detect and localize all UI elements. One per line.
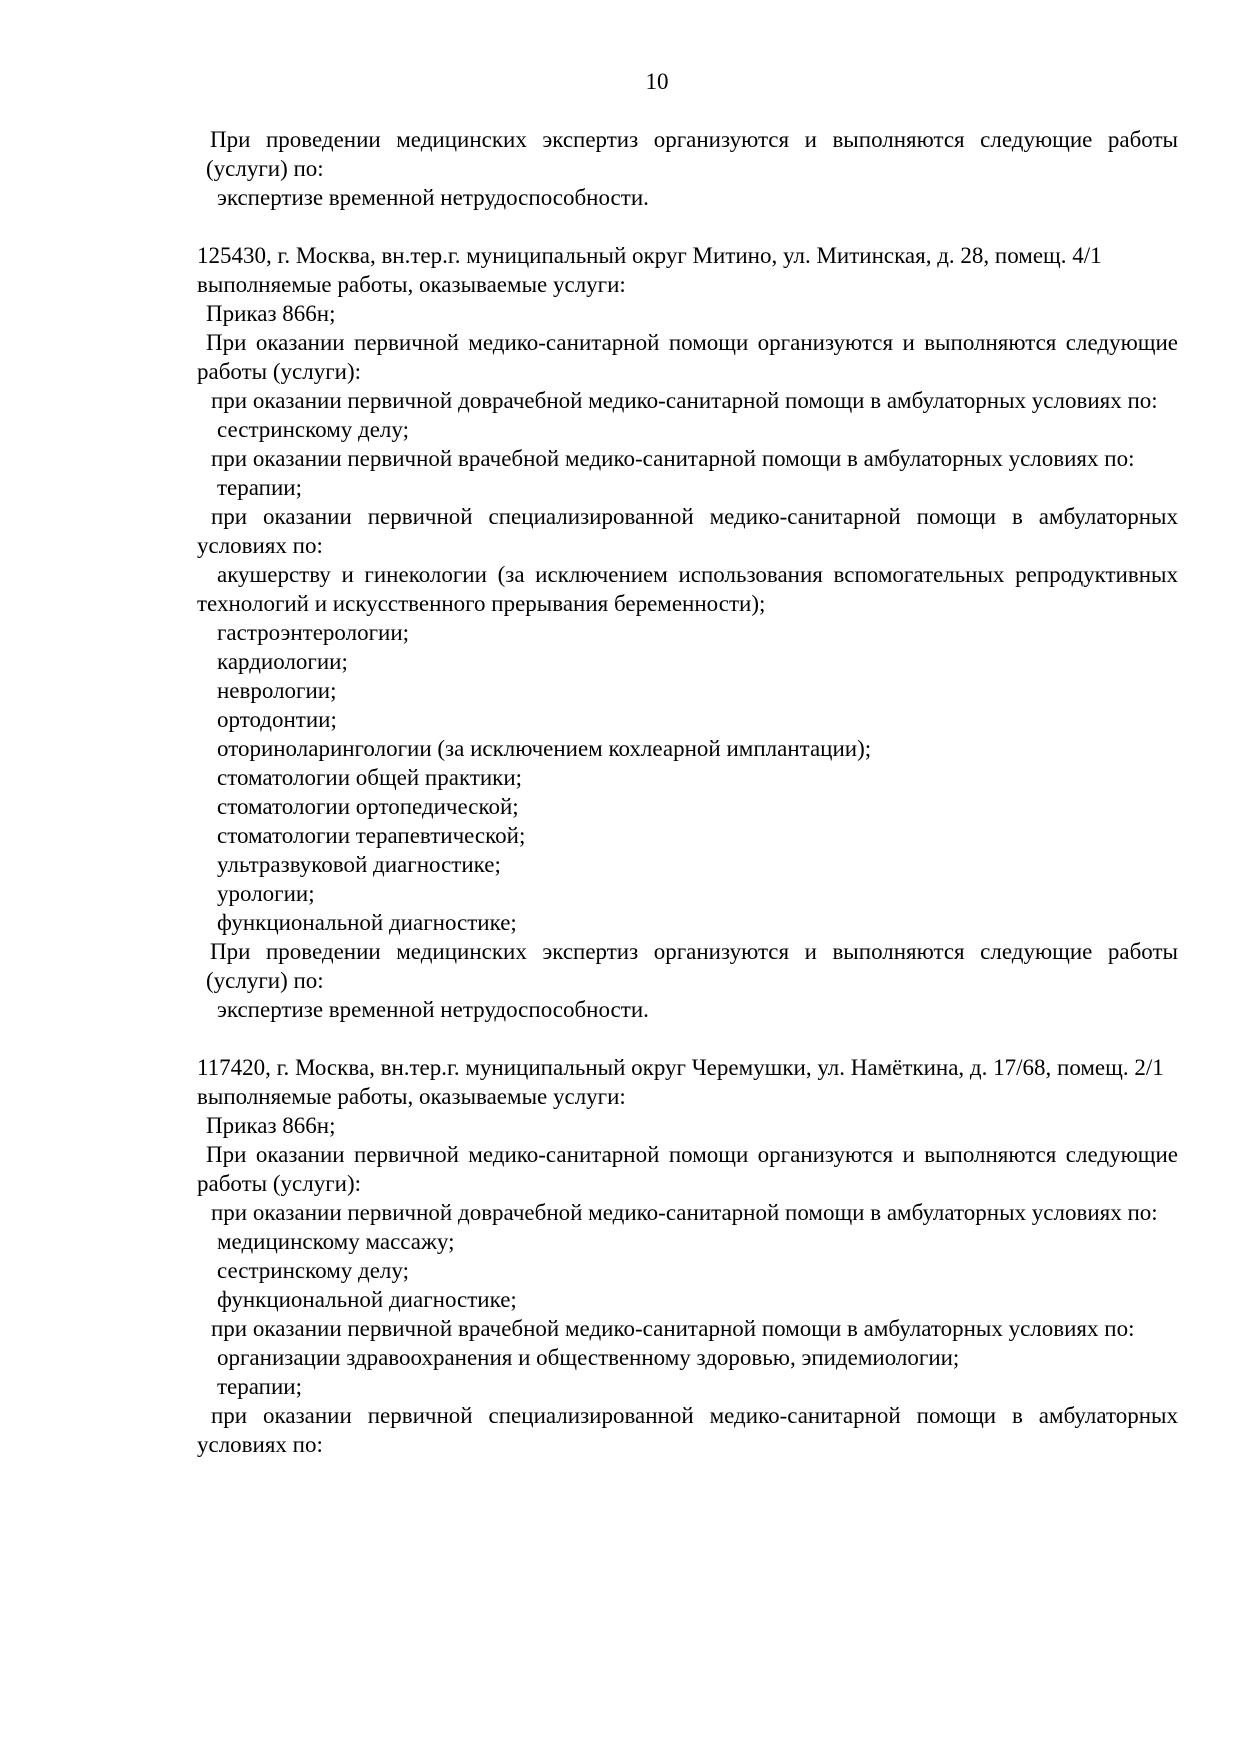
care-paragraph: При оказании первичной медико-санитарной помощи организуются и выполняются следующие работы (услуги): xyxy=(197,1142,1178,1196)
service-item: кардиологии; xyxy=(217,649,348,674)
service-item: стоматологии ортопедической; xyxy=(217,794,519,819)
order-line: Приказ 866н; xyxy=(206,1113,336,1138)
care-paragraph: При оказании первичной медико-санитарной помощи организуются и выполняются следующие работы (услуги): xyxy=(197,330,1178,384)
service-item: неврологии; xyxy=(217,678,337,703)
order-line: Приказ 866н; xyxy=(206,301,336,326)
address-cheremushki: 117420, г. Москва, вн.тер.г. муниципальный округ Черемушки, ул. Намёткина, д. 17/68, помещ. 2/1 xyxy=(197,1055,1164,1080)
service-item: урологии; xyxy=(217,881,315,906)
service-item: функциональной диагностике; xyxy=(217,910,517,935)
service-item: терапии; xyxy=(217,475,302,500)
service-item: стоматологии общей практики; xyxy=(217,765,523,790)
service-item: терапии; xyxy=(217,1374,302,1399)
address-mitino: 125430, г. Москва, вн.тер.г. муниципальный округ Митино, ул. Митинская, д. 28, помещ. 4/1 xyxy=(197,243,1102,268)
text-column xyxy=(197,67,1178,1459)
care-subparagraph: при оказании первичной врачебной медико-санитарной помощи в амбулаторных условиях по: xyxy=(211,446,1135,471)
service-item: функциональной диагностике; xyxy=(217,1287,517,1312)
expertise-item: экспертизе временной нетрудоспособности. xyxy=(217,997,649,1022)
care-subparagraph: при оказании первичной врачебной медико-санитарной помощи в амбулаторных условиях по: xyxy=(211,1316,1135,1341)
service-item: стоматологии терапевтической; xyxy=(217,823,526,848)
works-header: выполняемые работы, оказываемые услуги: xyxy=(197,272,626,297)
care-subparagraph: при оказании первичной доврачебной медико-санитарной помощи в амбулаторных условиях по: xyxy=(211,388,1158,413)
works-header: выполняемые работы, оказываемые услуги: xyxy=(197,1084,626,1109)
care-subparagraph: при оказании первичной доврачебной медико-санитарной помощи в амбулаторных условиях по: xyxy=(211,1200,1158,1225)
service-item: ультразвуковой диагностике; xyxy=(217,852,501,877)
service-item: медицинскому массажу; xyxy=(217,1229,455,1254)
care-subparagraph: при оказании первичной специализированной медико-санитарной помощи в амбулаторных условиях по: xyxy=(197,1403,1178,1457)
expertise-item: экспертизе временной нетрудоспособности. xyxy=(217,185,649,210)
service-item: сестринскому делу; xyxy=(217,417,409,442)
expertise-paragraph: При проведении медицинских экспертиз организуются и выполняются следующие работы (услуги) по: xyxy=(206,127,1178,181)
service-item: сестринскому делу; xyxy=(217,1258,409,1283)
service-item: оториноларингологии (за исключением кохлеарной имплантации); xyxy=(217,736,872,761)
service-item: организации здравоохранения и общественному здоровью, эпидемиологии; xyxy=(217,1345,960,1370)
service-item: ортодонтии; xyxy=(217,707,337,732)
service-item: акушерству и гинекологии (за исключением использования вспомогательных репродуктивных технологий и искусственного прерывания беременности); xyxy=(197,562,1178,616)
page-number: 10 xyxy=(645,69,669,94)
service-item: гастроэнтерологии; xyxy=(217,620,410,645)
expertise-paragraph: При проведении медицинских экспертиз организуются и выполняются следующие работы (услуги) по: xyxy=(206,939,1178,993)
care-subparagraph: при оказании первичной специализированной медико-санитарной помощи в амбулаторных условиях по: xyxy=(197,504,1178,558)
